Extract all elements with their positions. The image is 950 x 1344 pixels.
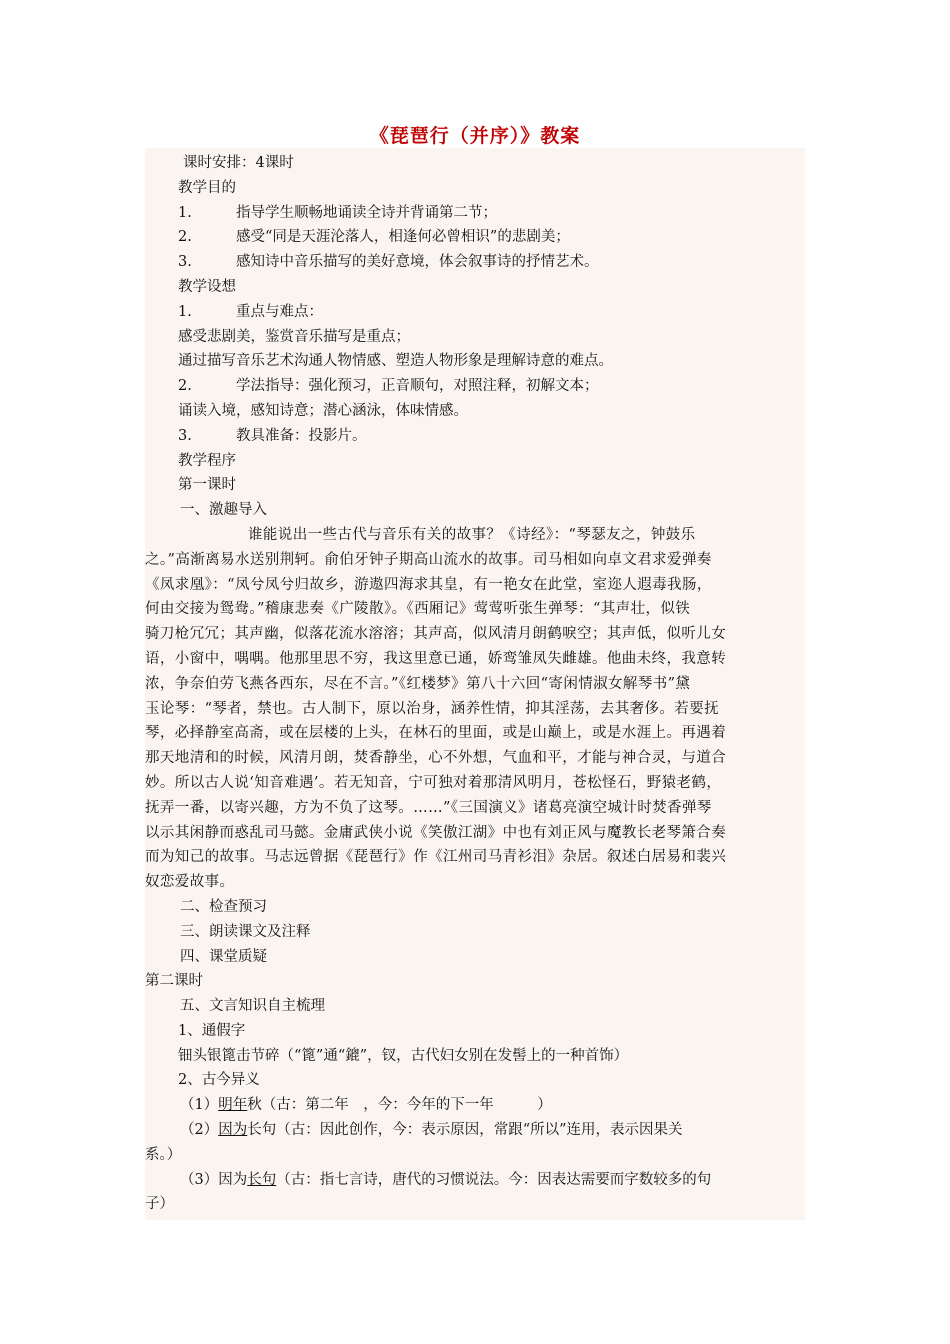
paragraph-line: 语，小窗中，喁喁。他那里思不穷，我这里意已通，娇鸾雏凤失雌雄。他曲未终，我意转	[145, 650, 727, 667]
paragraph-line: 琴，必择静室高斋，或在层楼的上头，在林石的里面，或是山巅上，或是水涯上。再遇着	[145, 725, 727, 742]
gujin-example: （2）因为长句（古：因此创作，今：表示原因，常跟“所以”连用，表示因果关	[180, 1122, 683, 1139]
document-title: 《琵琶行（并序）》教案	[369, 125, 581, 147]
paragraph-line: 奴恋爱故事。	[145, 874, 235, 891]
step-heading: 三、朗读课文及注释	[180, 923, 311, 940]
paragraph-line: 浓，争奈伯劳飞燕各西东，尽在不言。”《红楼梦》第八十六回“寄闲情淑女解琴书”黛	[145, 675, 691, 692]
paragraph-line: 抚弄一番，以寄兴趣，方为不负了这琴。……”《三国演义》诸葛亮演空城计时焚香弹琴	[145, 799, 712, 816]
sub-heading: 2、古今异义	[178, 1072, 260, 1089]
paragraph-line: 妙。所以古人说‘知音难遇’。若无知音，宁可独对着那清风明月，苍松怪石，野猿老鹤，	[145, 774, 722, 791]
paragraph-line: 玉论琴：“琴者，禁也。古人制下，原以治身，涵养性情，抑其淫荡，去其奢侈。若要抚	[145, 700, 720, 717]
gujin-example: （3）因为长句（古：指七言诗，唐代的习惯说法。今：因表达需要而字数较多的句	[180, 1171, 712, 1188]
paragraph-line: 《凤求凰》：“凤兮凤兮归故乡，游遨四海求其皇，有一艳女在此堂，室迩人遐毒我肠，	[145, 576, 712, 593]
design-item-continued: 诵读入境，感知诗意；潜心涵泳，体味情感。	[178, 402, 468, 419]
objective-item: 3. 感知诗中音乐描写的美好意境，体会叙事诗的抒情艺术。	[178, 254, 599, 271]
design-difficulty: 通过描写音乐艺术沟通人物情感、塑造人物形象是理解诗意的难点。	[178, 353, 613, 370]
lesson-heading: 第二课时	[145, 973, 203, 990]
gujin-example-continued: 系。）	[145, 1146, 182, 1163]
step-heading: 一、激趣导入	[180, 502, 267, 519]
lesson-heading: 第一课时	[178, 477, 236, 494]
step-heading: 四、课堂质疑	[180, 948, 267, 965]
objective-item: 1. 指导学生顺畅地诵读全诗并背诵第二节；	[178, 204, 497, 221]
step-heading: 二、检查预习	[180, 898, 267, 915]
design-item: 1. 重点与难点：	[178, 303, 323, 320]
design-item: 2. 学法指导：强化预习，正音顺句，对照注释，初解文本；	[178, 378, 599, 395]
objectives-heading: 教学目的	[178, 179, 236, 196]
paragraph-line: 何由交接为鸳鸯。”稽康悲奏《广陵散》。《西厢记》莺莺听张生弹琴：“其声壮，似铁	[145, 601, 691, 618]
procedure-heading: 教学程序	[178, 452, 236, 469]
document-body	[145, 151, 805, 1217]
story-paragraph	[145, 523, 805, 895]
objective-item: 2. 感受“同是天涯沦落人，相逢何必曾相识”的悲剧美；	[178, 229, 570, 246]
sub-heading: 1、通假字	[178, 1022, 246, 1039]
paragraph-line: 谁能说出一些古代与音乐有关的故事？《诗经》：“琴瑟友之，钟鼓乐	[248, 526, 696, 543]
paragraph-line: 骑刀枪冗冗；其声幽，似落花流水溶溶；其声高，似风清月朗鹤唳空；其声低，似听儿女	[145, 626, 727, 643]
schedule-line: 课时安排：4课时	[183, 155, 294, 171]
paragraph-line: 而为知己的故事。马志远曾据《琵琶行》作《江州司马青衫泪》杂居。叙述白居易和裴兴	[145, 849, 727, 866]
design-heading: 教学设想	[178, 278, 236, 295]
tongjia-example: 钿头银篦击节碎（“篦”通“鎞”，钗，古代妇女别在发髻上的一种首饰）	[178, 1047, 629, 1064]
paragraph-line: 之。”高渐离易水送别荆轲。俞伯牙钟子期高山流水的故事。司马相如向卓文君求爱弹奏	[145, 551, 712, 568]
step-heading: 五、文言知识自主梳理	[180, 998, 325, 1015]
paragraph-line: 以示其闲静而惑乱司马懿。金庸武侠小说《笑傲江湖》中也有刘正风与魔教长老琴箫合奏	[145, 824, 727, 841]
design-key-point: 感受悲剧美，鉴赏音乐描写是重点；	[178, 328, 410, 345]
paragraph-line: 那天地清和的时候，风清月朗，焚香静坐，心不外想，气血和平，才能与神合灵，与道合	[145, 750, 727, 767]
gujin-example: （1）明年秋（古：第二年 ，今：今年的下一年 ）	[180, 1097, 552, 1114]
design-item: 3. 教具准备：投影片。	[178, 427, 367, 444]
gujin-example-continued: 子）	[145, 1196, 174, 1213]
